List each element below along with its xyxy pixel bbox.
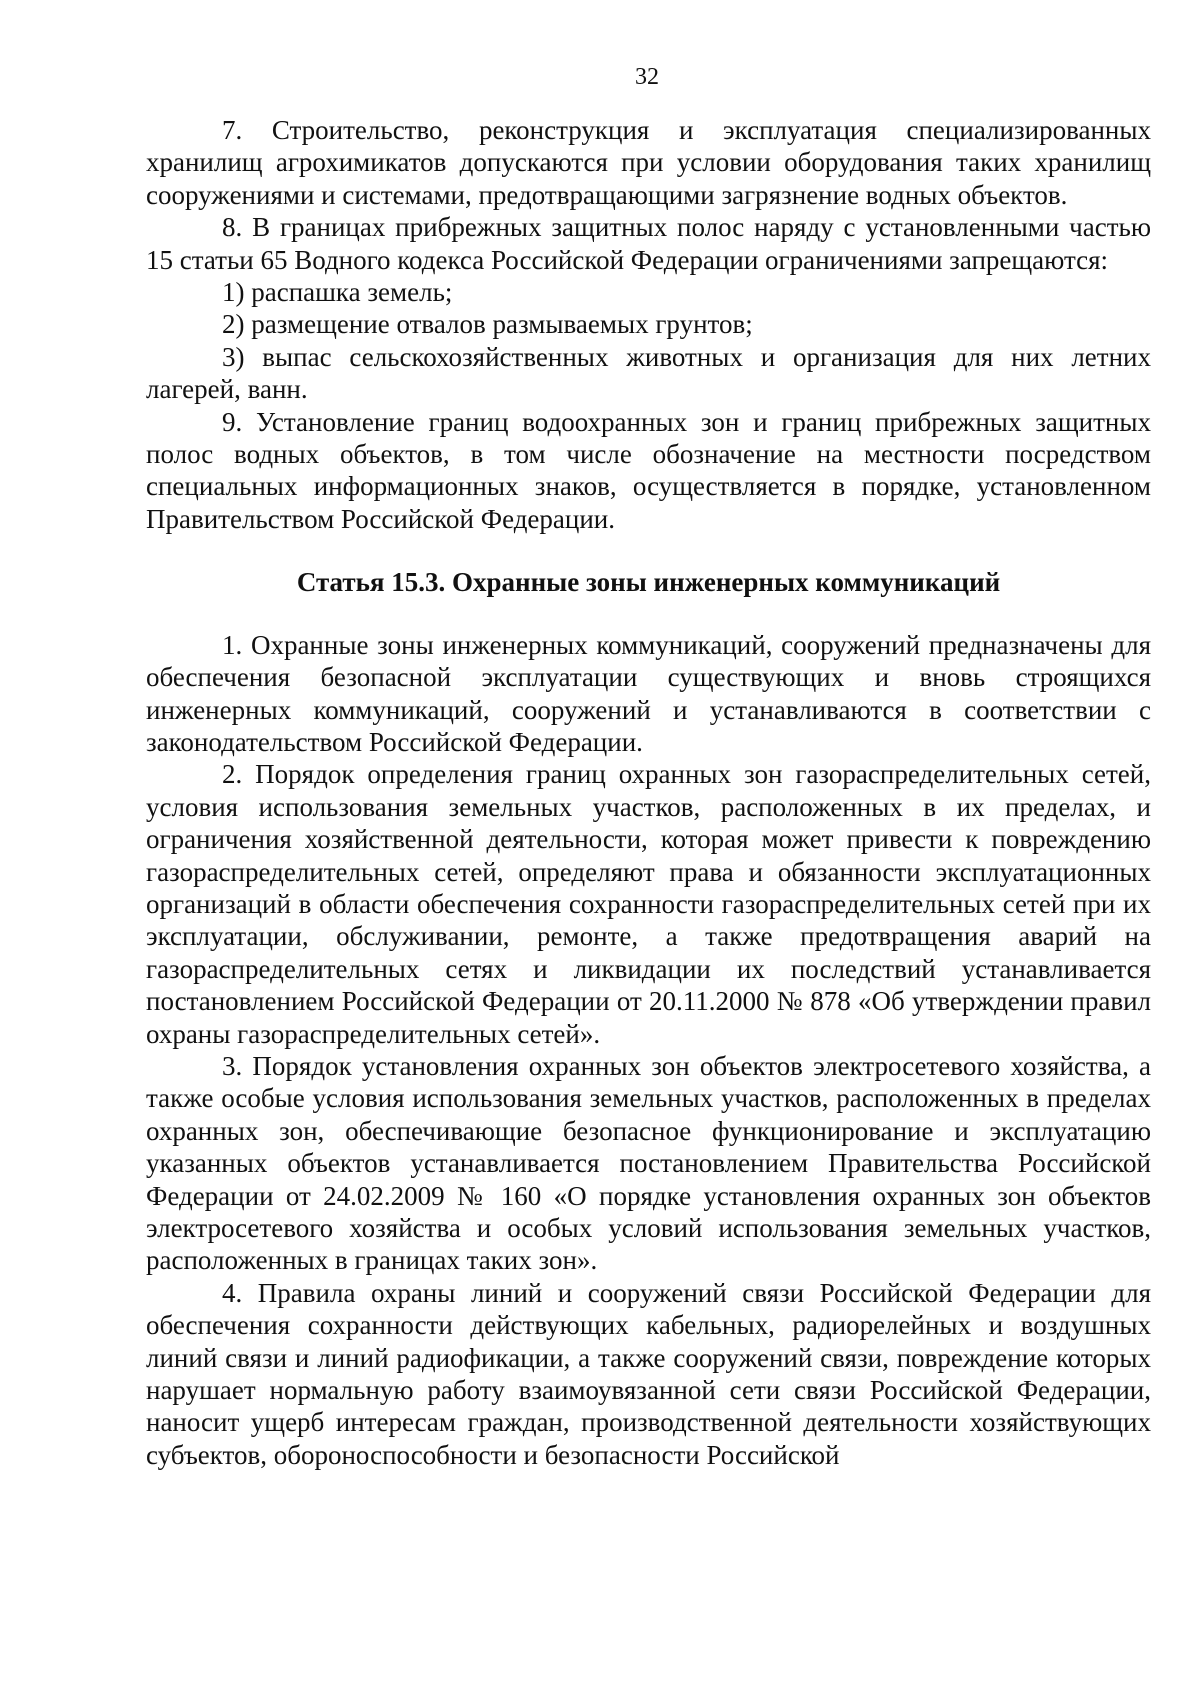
paragraph-1-protection-zones: 1. Охранные зоны инженерных коммуникаций, сооружений предназначены для обеспечения безопасной эксплуатации существующих и вновь строящихся инженерных коммуникаций, сооружений и устанавливаются в соответствии с законодательством Российской Федерации. (146, 629, 1151, 757)
paragraph-9-boundaries: 9. Установление границ водоохранных зон и границ прибрежных защитных полос водных объектов, в том числе обозначение на местности посредством специальных информационных знаков, осуществляется в порядке, установленном Правительством Российской Федерации. (146, 406, 1151, 534)
page-number: 32 (635, 64, 659, 90)
paragraph-3-electric-grid: 3. Порядок установления охранных зон объектов электросетевого хозяйства, а также особые условия использования земельных участков, расположенных в пределах охранных зон, обеспечивающие безопасное функционирование и эксплуатацию указанных объектов устанавливается постановлением Правительства Российской Федерации от 24.02.2009 № 160 «О порядке установления охранных зон объектов электросетевого хозяйства и особых условий использования земельных участков, расположенных в границах таких зон». (146, 1050, 1151, 1276)
list-item-2: 2) размещение отвалов размываемых грунтов; (222, 309, 753, 340)
paragraph-7-storage: 7. Строительство, реконструкция и эксплуатация специализированных хранилищ агрохимикатов допускаются при условии оборудования таких хранилищ сооружениями и системами, предотвращающими загрязнение водных объектов. (146, 115, 1151, 210)
paragraph-8-coastal-strips: 8. В границах прибрежных защитных полос наряду с установленными частью 15 статьи 65 Водного кодекса Российской Федерации ограничениями запрещаются: (146, 212, 1151, 275)
paragraph-2-gas-networks: 2. Порядок определения границ охранных зон газораспределительных сетей, условия использования земельных участков, расположенных в их пределах, и ограничения хозяйственной деятельности, которая может привести к повреждению газораспределительных сетей, определяют права и обязанности эксплуатационных организаций в области обеспечения сохранности газораспределительных сетей при их эксплуатации, обслуживании, ремонте, а также предотвращения аварий на газораспределительных сетях и ликвидации их последствий устанавливается постановлением Российской Федерации от 20.11.2000 № 878 «Об утверждении правил охраны газораспределительных сетей». (146, 759, 1151, 1049)
article-heading: Статья 15.3. Охранные зоны инженерных коммуникаций (296, 567, 1001, 598)
list-item-1: 1) распашка земель; (222, 277, 453, 308)
paragraph-4-communication-lines: 4. Правила охраны линий и сооружений связи Российской Федерации для обеспечения сохранности действующих кабельных, радиорелейных и воздушных линий связи и линий радиофикации, а также сооружений связи, повреждение которых нарушает нормальную работу взаимоувязанной сети связи Российской Федерации, наносит ущерб интересам граждан, производственной деятельности хозяйствующих субъектов, обороноспособности и безопасности Российской (146, 1277, 1151, 1470)
document-body (146, 114, 1151, 1471)
list-item-3: 3) выпас сельскохозяйственных животных и организация для них летних лагерей, ванн. (146, 341, 1151, 405)
